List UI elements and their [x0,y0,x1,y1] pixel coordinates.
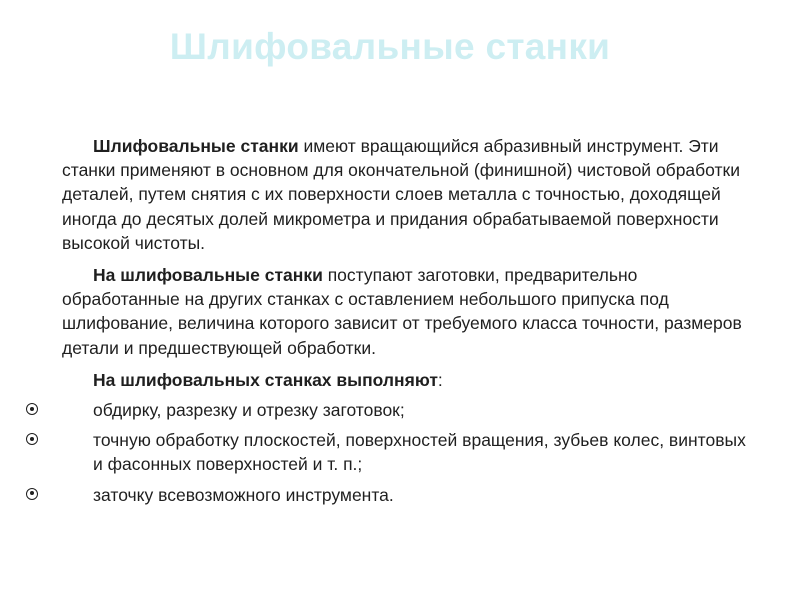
paragraph-input-text: поступают заготовки, предварительно обработанные на других станках с оставлением небольшого припуска под шлифование, величина которого зависит от требуемого класса точности, размеров детали и предшествующей обработки. [62,265,742,358]
list-item-text: обдирку, разрезку и отрезку заготовок; [93,400,405,421]
paragraph-intro-bold: Шлифовальные станки [93,136,299,156]
list-item [62,428,752,476]
slide-title: Шлифовальные станки [169,26,611,67]
paragraph-input [62,263,752,360]
list-item-text: заточку всевозможного инструмента. [93,484,394,505]
list-lead-bold: На шлифовальных станках выполняют [93,369,438,390]
list-lead [62,368,752,392]
paragraph-intro-text: имеют вращающийся абразивный инструмент. Эти станки применяют в основном для окончательной (финишной) чистовой обработки деталей, путем снятия с их поверхности слоев металла с точностью, доходящей иногда до десятых долей микрометра и придания обрабатываемой поверхности высокой чистоты. [62,136,740,253]
slide-body [62,134,752,513]
circle-bullet-icon [26,488,38,500]
paragraph-input-bold: На шлифовальные станки [93,265,323,286]
list-item-text: точную обработку плоскостей, поверхностей вращения, зубьев колес, винтовых и фасонных поверхностей и т. п.; [93,430,746,475]
list-lead-text: : [437,369,443,390]
list-item [62,398,752,422]
paragraph-intro [62,134,752,255]
circle-bullet-icon [26,433,38,445]
list-item [62,483,752,507]
bullet-list [62,398,752,507]
circle-bullet-icon [26,403,38,415]
